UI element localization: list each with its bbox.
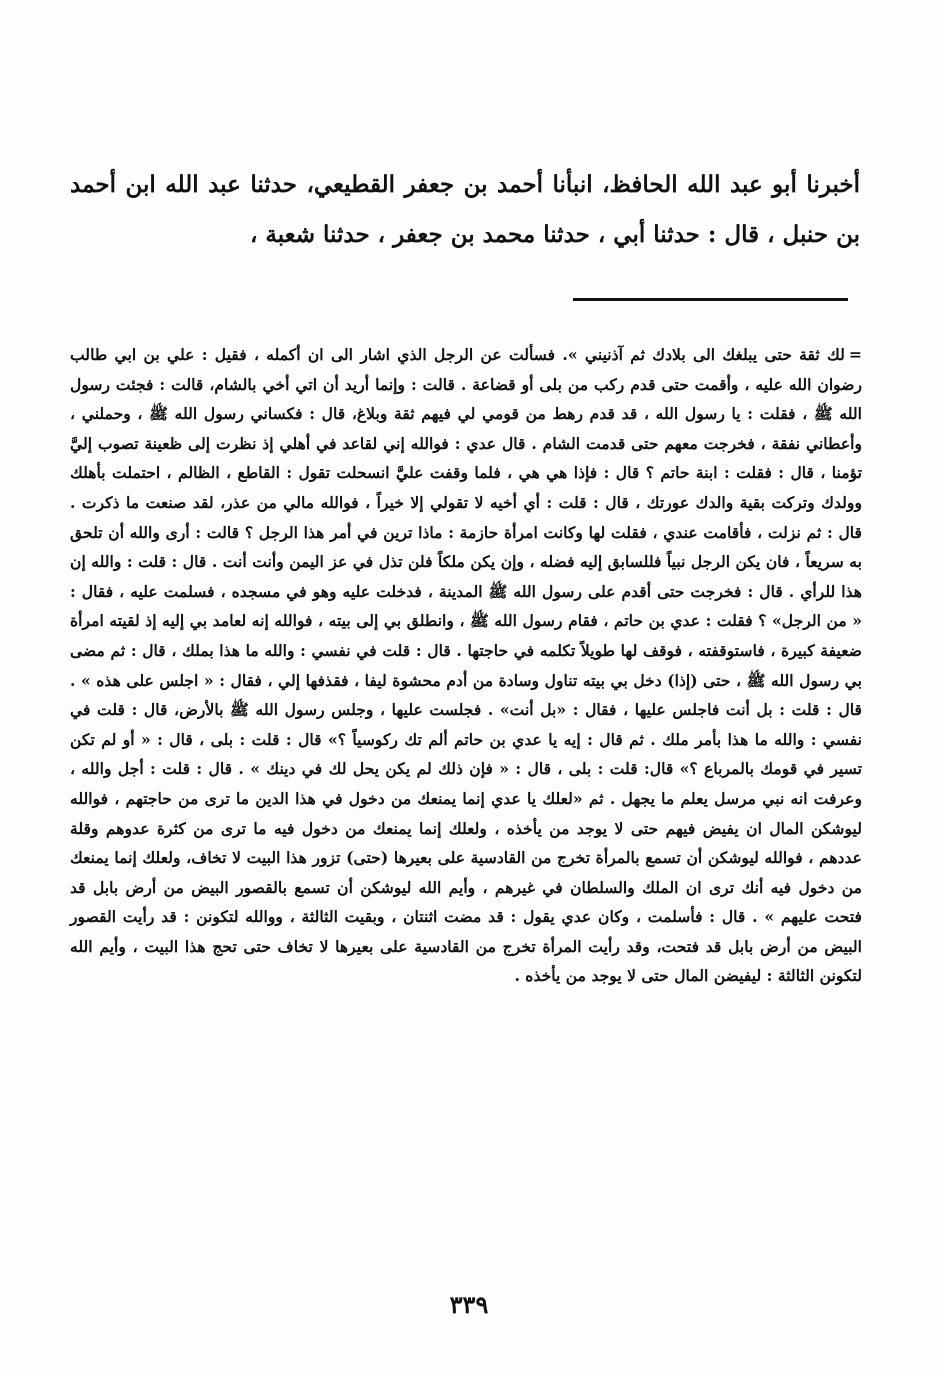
footnote-paragraph [70,340,862,991]
footnote-continuation-marker: = [848,345,862,364]
footnote-divider [573,298,848,301]
page-number: ٣٣٩ [449,1290,489,1319]
main-text-paragraph: أخبرنا أبو عبد الله الحافظ، انبأنا أحمد بن جعفر القطيعي، حدثنا عبد الله ابن أحمد بن حنبل ، قال : حدثنا أبي ، حدثنا محمد بن جعفر ، حدثنا شعبة ، [70,171,860,248]
footnote-block [70,340,862,991]
main-text-block [70,160,860,260]
footnote-text: لك ثقة حتى يبلغك الى بلادك ثم آذنيني ». فسألت عن الرجل الذي اشار الى ان أكمله ، فقيل : علي بن ابي طالب رضوان الله عليه ، وأقمت حتى قدم ركب من بلى أو قضاعة . قالت : وإنما أريد أن اتي أخي بالشام، قالت : فجئت رسول الله ﷺ ، فقلت : يا رسول الله ، قد قدم رهط من قومي لي فيهم ثقة وبلاغ، قال : فكساني رسول الله ﷺ ، وحملني ، وأعطاني نفقة ، فخرجت معهم حتى قدمت الشام . قال عدي : فوالله إني لقاعد في أهلي إذ نظرت إلى ظعينة تصوب إليَّ تؤمنا ، قال : فقلت : ابنة حاتم ؟ قال : فإذا هي هي ، فلما وقفت عليَّ انسحلت تقول : القاطع ، الظالم ، احتملت بأهلك وولدك وتركت بقية والدك عورتك ، قال : قلت : أي أخيه لا تقولي إلا خيراً ، فوالله مالي من عذر، لقد صنعت ما ذكرت . قال : ثم نزلت ، فأقامت عندي ، فقلت لها وكانت امرأة حازمة : ماذا ترين في أمر هذا الرجل ؟ قالت : أرى والله أن تلحق به سريعاً ، فان يكن الرجل نبياً فللسابق إليه فضله ، وإن يكن ملكاً فلن تذل في عز اليمن وأنت أنت . قال : قلت : والله إن هذا للرأي . قال : فخرجت حتى أقدم على رسول الله ﷺ المدينة ، فدخلت عليه وهو في مسجده ، فسلمت عليه ، فقال : « من الرجل» ؟ فقلت : عدي بن حاتم ، فقام رسول الله ﷺ ، وانطلق بي إلى بيته ، فوالله إنه لعامد بي إليه إذ لقيته امرأة ضعيفة كبيرة ، فاستوقفته ، فوقف لها طويلاً تكلمه في حاجتها . قال : قلت في نفسي : والله ما هذا بملك ، قال : ثم مضى بي رسول الله ﷺ ، حتى (إذا) دخل بي بيته تناول وسادة من أدم محشوة ليفا ، فقذفها إلي ، فقال : « اجلس على هذه » . قال : قلت : بل أنت فاجلس عليها ، فقال : «بل أنت» . فجلست عليها ، وجلس رسول الله ﷺ بالأرض، قال : قلت في نفسي : والله ما هذا بأمر ملك . ثم قال : إيه يا عدي بن حاتم ألم تك ركوسياً ؟» قال : قلت : بلى ، قال : « أو لم تكن تسير في قومك بالمرباع ؟» قال: قلت : بلى ، قال : « فإن ذلك لم يكن يحل لك في دينك » . قال : قلت : أجل والله ، وعرفت انه نبي مرسل يعلم ما يجهل . ثم «لعلك يا عدي إنما يمنعك من دخول في هذا الدين ما ترى من حاجتهم ، فوالله ليوشكن المال ان يفيض فيهم حتى لا يوجد من يأخذه ، ولعلك إنما يمنعك من دخول فيه ما ترى من كثرة عدوهم وقلة عددهم ، فوالله ليوشكن أن تسمع بالمرأة تخرج من القادسية على بعيرها (حتى) تزور هذا البيت لا تخاف، ولعلك إنما يمنعك من دخول فيه أنك ترى ان الملك والسلطان في غيرهم ، وأيم الله ليوشكن أن تسمع بالقصور البيض من أرض بابل قد فتحت عليهم » . قال : فأسلمت ، وكان عدي يقول : قد مضت اثنتان ، وبقيت الثالثة ، ووالله لتكونن : قد رأيت القصور البيض من أرض بابل قد فتحت، وقد رأيت المرأة تخرج من القادسية على بعيرها لا تخاف حتى تحج هذا البيت ، وأيم الله لتكونن الثالثة : ليفيضن المال حتى لا يوجد من يأخذه . [70,345,862,986]
